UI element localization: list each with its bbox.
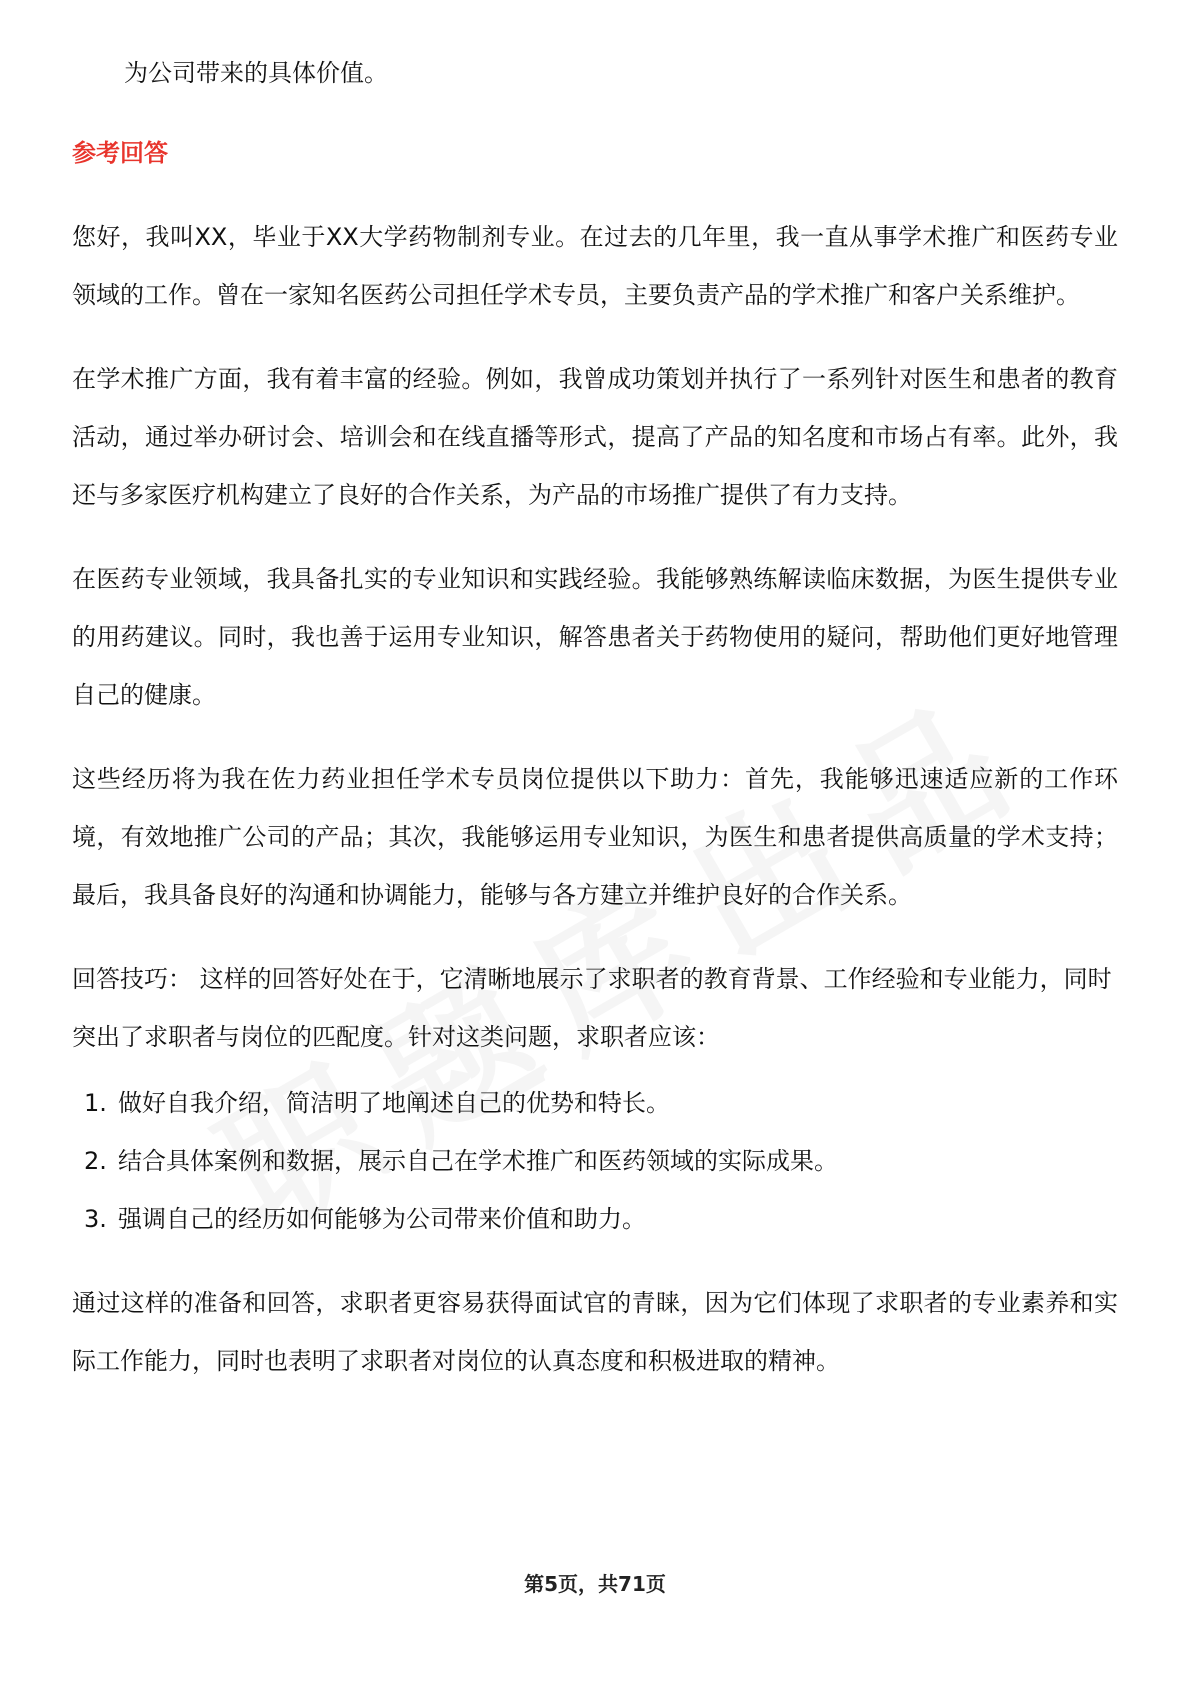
lead-fragment: 为公司带来的具体价值。 (124, 59, 388, 87)
list-item (72, 1190, 1118, 1248)
list-item (72, 1132, 1118, 1190)
tip-intro: 回答技巧： 这样的回答好处在于，它清晰地展示了求职者的教育背景、工作经验和专业能力，同时突出了求职者与岗位的匹配度。针对这类问题，求职者应该： (72, 965, 1112, 1051)
list-item-number: 2. (84, 1147, 107, 1175)
conclusion-paragraph: 通过这样的准备和回答，求职者更容易获得面试官的青睐，因为它们体现了求职者的专业素养和实际工作能力，同时也表明了求职者对岗位的认真态度和积极进取的精神。 (72, 1289, 1118, 1375)
list-item-number: 3. (84, 1205, 107, 1233)
list-item-text: 结合具体案例和数据，展示自己在学术推广和医药领域的实际成果。 (118, 1147, 838, 1175)
list-item (72, 1074, 1118, 1132)
list-item-number: 1. (84, 1089, 107, 1117)
answer-paragraph-4: 这些经历将为我在佐力药业担任学术专员岗位提供以下助力：首先，我能够迅速适应新的工作环境，有效地推广公司的产品；其次，我能够运用专业知识，为医生和患者提供高质量的学术支持；最后，我具备良好的沟通和协调能力，能够与各方建立并维护良好的合作关系。 (72, 765, 1118, 909)
answer-paragraph-2: 在学术推广方面，我有着丰富的经验。例如，我曾成功策划并执行了一系列针对医生和患者的教育活动，通过举办研讨会、培训会和在线直播等形式，提高了产品的知名度和市场占有率。此外，我还与多家医疗机构建立了良好的合作关系，为产品的市场推广提供了有力支持。 (72, 365, 1118, 509)
answer-paragraph-1: 您好，我叫XX，毕业于XX大学药物制剂专业。在过去的几年里，我一直从事学术推广和医药专业领域的工作。曾在一家知名医药公司担任学术专员，主要负责产品的学术推广和客户关系维护。 (72, 223, 1118, 309)
answer-paragraph-3: 在医药专业领域，我具备扎实的专业知识和实践经验。我能够熟练解读临床数据，为医生提供专业的用药建议。同时，我也善于运用专业知识，解答患者关于药物使用的疑问，帮助他们更好地管理自己的健康。 (72, 565, 1118, 709)
page-number-footer: 第5页，共71页 (524, 1572, 666, 1596)
tips-list (72, 1074, 1118, 1248)
section-heading: 参考回答 (72, 139, 168, 167)
list-item-text: 做好自我介绍，简洁明了地阐述自己的优势和特长。 (118, 1089, 670, 1117)
list-item-text: 强调自己的经历如何能够为公司带来价值和助力。 (118, 1205, 646, 1233)
document-content (72, 44, 1118, 1416)
